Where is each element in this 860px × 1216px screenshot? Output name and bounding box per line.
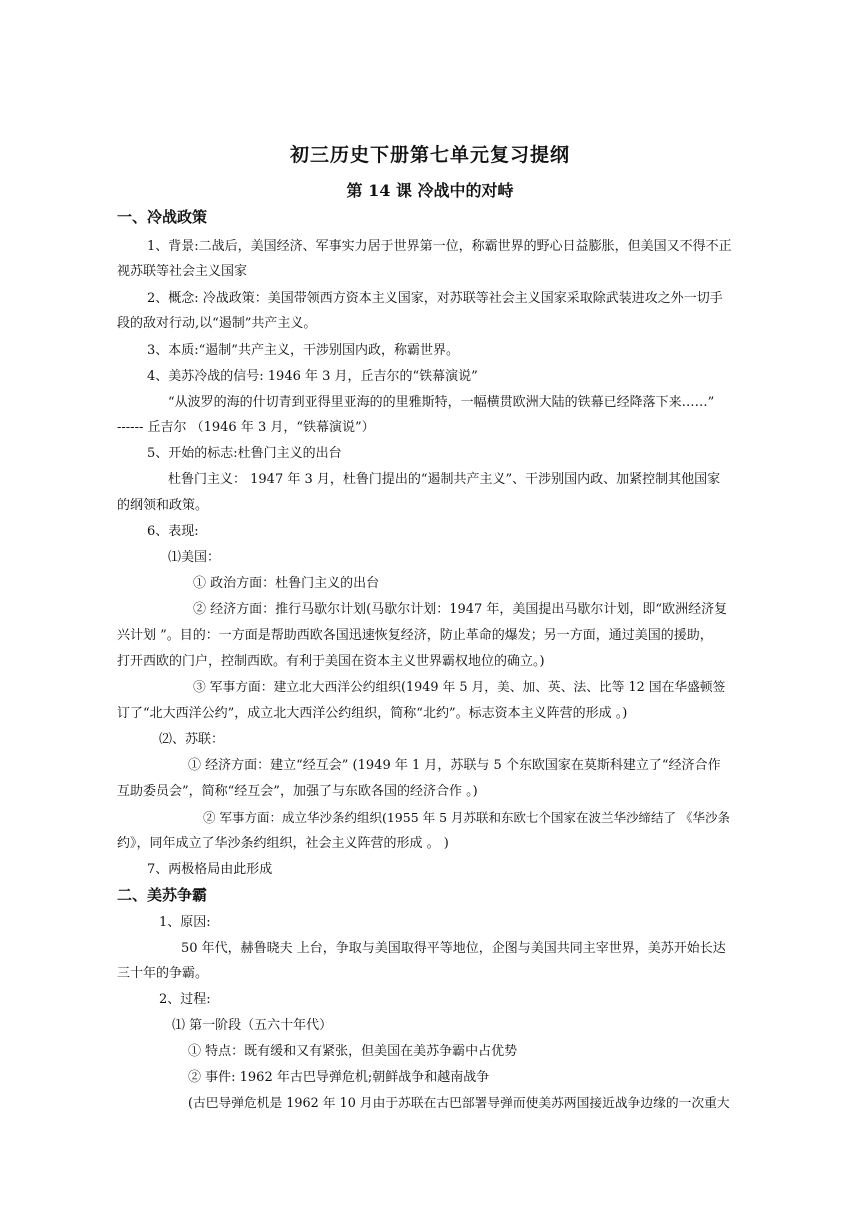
text-line: 2、概念: 冷战政策：美国带领西方资本主义国家，对苏联等社会主义国家采取除武装进攻之外一切手 — [147, 291, 723, 306]
lesson-subtitle: 第 14 课 冷战中的对峙 — [346, 181, 514, 200]
text-line: 互助委员会”，简称“经互会”，加强了与东欧各国的经济合作 。) — [117, 784, 478, 799]
text-line: 7、两极格局由此形成 — [147, 862, 273, 877]
text-line: ③ 军事方面：建立北大西洋公约组织(1949 年 5 月，美、加、英、法、比等 12 国在华盛顿签 — [193, 680, 726, 695]
text-line: ② 经济方面：推行马歇尔计划(马歇尔计划：1947 年，美国提出马歇尔计划，即“欧洲经济复 — [193, 602, 728, 617]
page-title: 初三历史下册第七单元复习提纲 — [289, 144, 570, 166]
text-line: ② 事件: 1962 年古巴导弹危机;朝鲜战争和越南战争 — [188, 1070, 490, 1085]
text-line: 2、过程: — [159, 992, 211, 1007]
text-line: 杜鲁门主义： 1947 年 3 月，杜鲁门提出的“遏制共产主义”、干涉别国内政、加紧控制其他国家 — [168, 472, 721, 487]
text-line: 1、背景:二战后，美国经济、军事实力居于世界第一位，称霸世界的野心日益膨胀，但美国又不得不正 — [147, 239, 732, 254]
text-line: 打开西欧的门户，控制西欧。有利于美国在资本主义世界霸权地位的确立。) — [117, 654, 545, 669]
text-line: 6、表现: — [147, 524, 199, 539]
text-line: 的纲领和政策。 — [117, 498, 209, 513]
text-line: 兴计划 ”。目的：一方面是帮助西欧各国迅速恢复经济，防止革命的爆发；另一方面，通过美国的援助， — [117, 628, 713, 643]
quote-line: “从波罗的海的什切青到亚得里亚海的的里雅斯特，一幅横贯欧洲大陆的铁幕已经降落下来……” — [168, 395, 715, 410]
text-line: 订了“北大西洋公约”，成立北大西洋公约组织，简称“北约”。标志资本主义阵营的形成 。) — [117, 706, 628, 721]
text-line: ② 军事方面：成立华沙条约组织(1955 年 5 月苏联和东欧七个国家在波兰华沙缔结了 《华沙条 — [203, 810, 731, 825]
text-line: 5、开始的标志:杜鲁门主义的出台 — [147, 446, 342, 461]
text-line: ⑴ 第一阶段（五六十年代） — [172, 1018, 333, 1033]
text-line: ⑴美国： — [168, 550, 221, 565]
quote-attribution: ------ 丘吉尔 （1946 年 3 月，“铁幕演说”） — [117, 420, 375, 435]
text-line: (古巴导弹危机是 1962 年 10 月由于苏联在古巴部署导弹而使美苏两国接近战争边缘的一次重大 — [188, 1096, 730, 1111]
text-line: 1、原因: — [159, 915, 211, 930]
text-line: ⑵、苏联： — [159, 732, 225, 747]
text-line: 50 年代，赫鲁晓夫 上台，争取与美国取得平等地位，企图与美国共同主宰世界，美苏开始长达 — [181, 941, 726, 956]
text-line: ① 政治方面：杜鲁门主义的出台 — [193, 576, 380, 591]
text-line: 3、本质:“遏制”共产主义，干涉别国内政，称霸世界。 — [147, 343, 459, 358]
text-line: 段的敌对行动,以“遏制”共产主义。 — [117, 316, 317, 331]
text-line: 约》，同年成立了华沙条约组织，社会主义阵营的形成 。 ) — [117, 836, 449, 851]
text-line: ① 经济方面：建立“经互会” (1949 年 1 月，苏联与 5 个东欧国家在莫斯科建立了“经济合作 — [188, 758, 721, 773]
text-line: 三十年的争霸。 — [117, 966, 209, 981]
section-heading-cold-war-policy: 一、冷战政策 — [117, 208, 208, 226]
section-heading-us-soviet-rivalry: 二、美苏争霸 — [117, 886, 208, 904]
text-line: 4、美苏冷战的信号: 1946 年 3 月，丘吉尔的“铁幕演说” — [147, 369, 478, 384]
text-line: ① 特点：既有缓和又有紧张，但美国在美苏争霸中占优势 — [188, 1044, 518, 1059]
text-line: 视苏联等社会主义国家 — [117, 264, 248, 279]
